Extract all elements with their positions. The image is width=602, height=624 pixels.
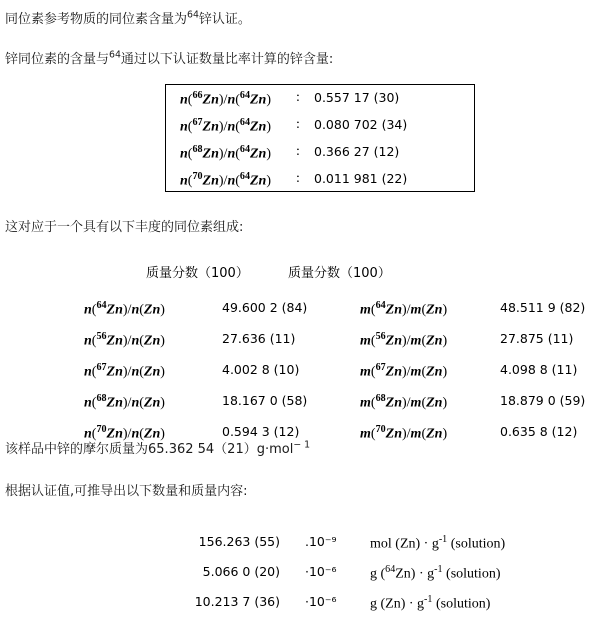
ratio-label: n($^{70}$Zn)/n($^{64}$Zn) [180,171,272,189]
intro-text-tail: 锌认证。 [198,12,251,27]
amount-fraction-value: 27.636 (11) [222,331,296,346]
ratio-label: n($^{67}$Zn)/n($^{64}$Zn) [180,117,272,135]
ratio-row [166,166,474,193]
amount-fraction-value: 18.167 0 (58) [222,393,308,408]
ratio-value: 0.557 17 (30) [314,90,400,105]
table-row [60,362,600,389]
amount-fraction-label: n($^{67}$Zn)/n(Zn) [84,362,165,380]
quantity-unit: g $(Zn) \cdot g^{-1}$ (solution) [370,594,491,612]
ratio-intro-text-b: 通过以下认证数量比率计算的锌含量: [120,52,334,67]
isotope-ratio-box [165,84,475,192]
amount-fraction-label: n($^{68}$Zn)/n(Zn) [84,393,165,411]
molar-mass-text: 该样品中锌的摩尔质量为 [5,442,149,457]
mass-fraction-label: m($^{70}$Zn)/m(Zn) [360,424,448,442]
amount-fraction-label: n($^{64}$Zn)/n(Zn) [84,300,165,318]
molar-mass-superscript: − 1 [293,439,311,451]
ratio-value: 0.011 981 (22) [314,171,408,186]
intro-superscript: 64 [187,9,199,21]
molar-mass-value: 65.362 54（21）g·mol [148,442,294,457]
mass-fraction-value: 0.635 8 (12) [500,424,578,439]
amount-fraction-label: n($^{56}$Zn)/n(Zn) [84,331,165,349]
ratio-colon: : [296,171,300,186]
ratio-row [166,112,474,139]
ratio-intro-superscript: 64 [109,49,121,61]
table-row [0,534,602,562]
mass-fraction-label: m($^{64}$Zn)/m(Zn) [360,300,448,318]
ratio-value: 0.080 702 (34) [314,117,408,132]
amount-fraction-value: 4.002 8 (10) [222,362,300,377]
quantity-exponent: ·10⁻⁶ [305,564,337,579]
ratio-value: 0.366 27 (12) [314,144,400,159]
mass-fraction-value: 18.879 0 (59) [500,393,586,408]
abundance-header-right: 质量分数（100） [288,266,391,281]
mass-fraction-value: 4.098 8 (11) [500,362,578,377]
amount-fraction-value: 49.600 2 (84) [222,300,308,315]
molar-mass-paragraph [5,438,310,457]
mass-fraction-label: m($^{67}$Zn)/m(Zn) [360,362,448,380]
quantity-exponent: ·10⁻⁶ [305,594,337,609]
ratio-colon: : [296,90,300,105]
ratio-colon: : [296,144,300,159]
derived-intro-paragraph: 根据认证值,可推导出以下数量和质量内容: [5,484,248,499]
abundance-header-left: 质量分数（100） [146,266,249,281]
ratio-label: n($^{66}$Zn)/n($^{64}$Zn) [180,90,272,108]
ratio-intro-paragraph [5,48,333,67]
quantity-value: 10.213 7 (36) [194,594,280,609]
intro-paragraph [5,8,251,27]
ratio-intro-text-a: 锌同位素的含量与 [5,52,110,67]
table-row [0,564,602,592]
intro-text: 同位素参考物质的同位素含量为 [5,12,188,27]
ratio-colon: : [296,117,300,132]
ratio-row [166,85,474,112]
quantity-unit: mol $(Zn) \cdot g^{-1}$ (solution) [370,534,506,552]
quantity-value: 5.066 0 (20) [202,564,280,579]
quantity-exponent: .10⁻⁹ [305,534,337,549]
mass-fraction-value: 48.511 9 (82) [500,300,586,315]
amount-fraction-value: 0.594 3 (12) [222,424,300,439]
table-row [60,393,600,420]
amount-fraction-label: n($^{70}$Zn)/n(Zn) [84,424,165,442]
abundance-intro-paragraph: 这对应于一个具有以下丰度的同位素组成: [5,220,244,235]
mass-fraction-label: m($^{68}$Zn)/m(Zn) [360,393,448,411]
table-row [60,331,600,358]
table-row [0,594,602,622]
table-row [60,300,600,327]
quantity-value: 156.263 (55) [198,534,280,549]
ratio-row [166,139,474,166]
mass-fraction-value: 27.875 (11) [500,331,574,346]
quantity-unit: g $(^{64}Zn) \cdot g^{-1}$ (solution) [370,564,501,582]
mass-fraction-label: m($^{56}$Zn)/m(Zn) [360,331,448,349]
ratio-label: n($^{68}$Zn)/n($^{64}$Zn) [180,144,272,162]
